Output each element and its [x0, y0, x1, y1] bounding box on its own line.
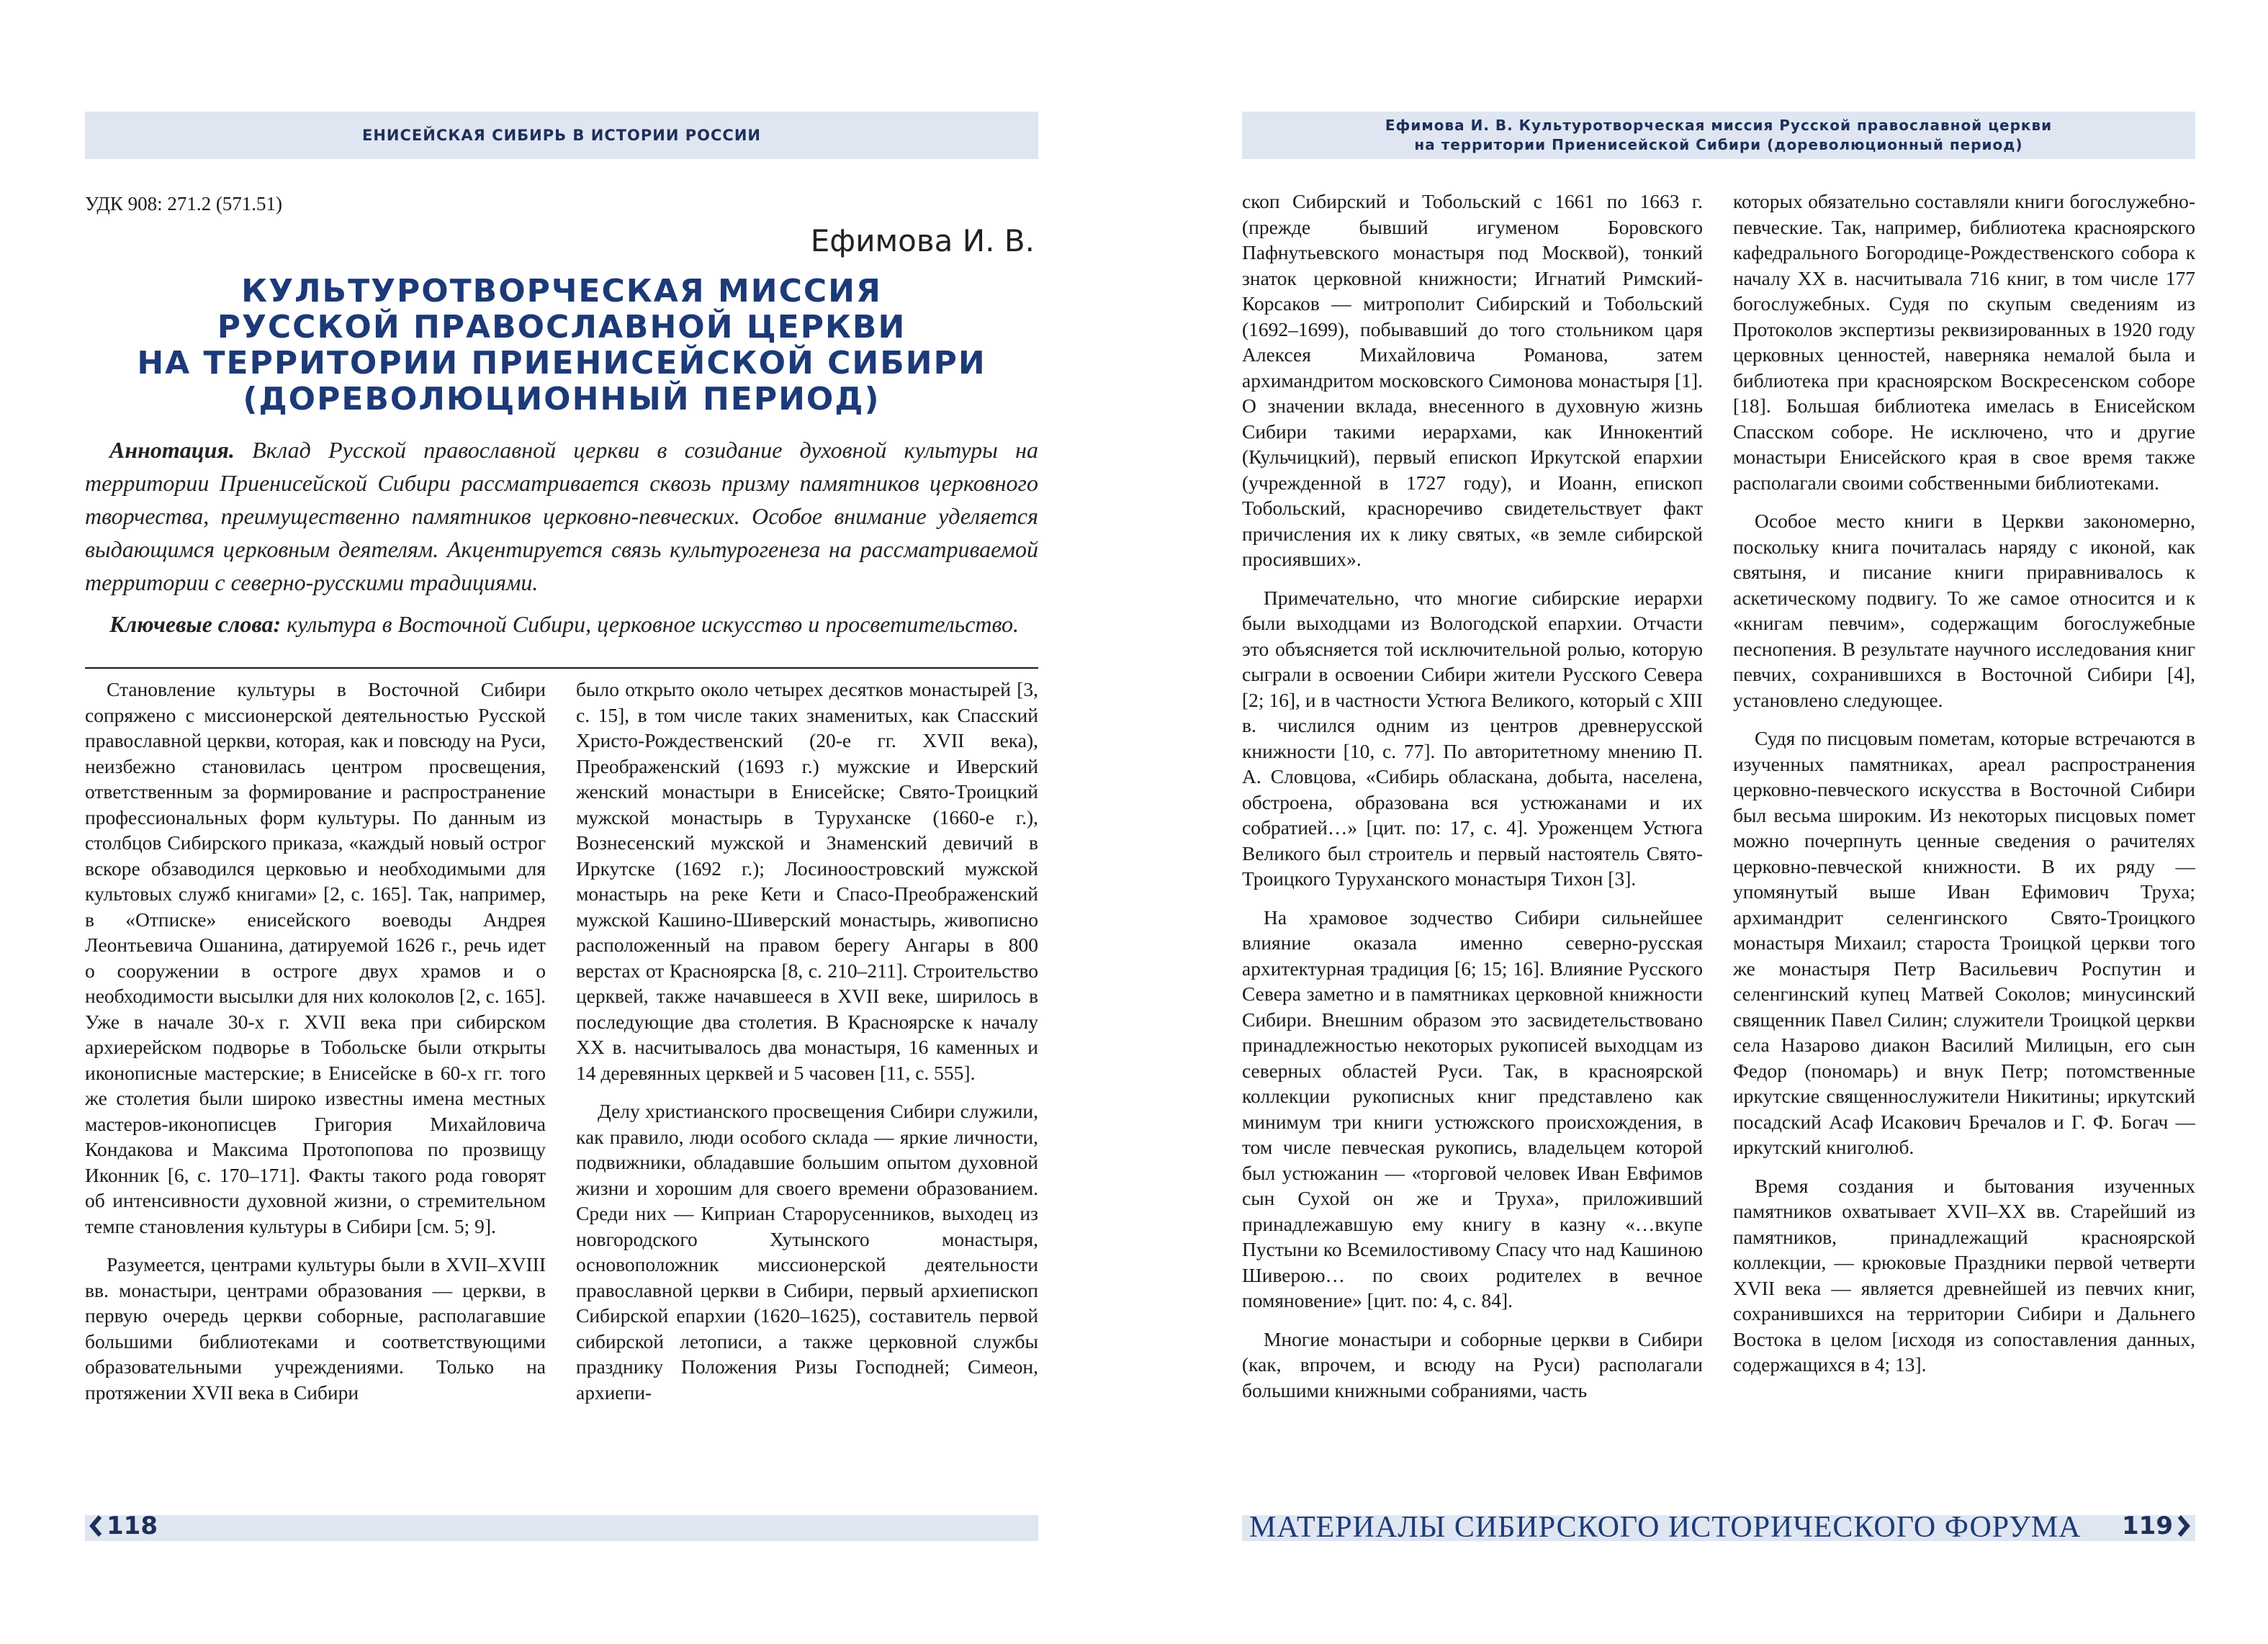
- page-number-text: 119: [2122, 1512, 2173, 1540]
- body-paragraph: Разумеется, центрами культуры были в XVII–XVIII вв. монастыри, центрами образования — церкви, в первую очередь церкви соборные, располагавшие большими библиотеками и соответствующими образовательными учреждениями. Только на протяжении XVII века в Сибири: [85, 1253, 546, 1404]
- text-column-right-1: [1242, 189, 1703, 1503]
- page-number-text: 118: [107, 1512, 158, 1540]
- body-paragraph: На храмовое зодчество Сибири сильнейшее влияние оказала именно северно-русская архитектурная традиция [6; 15; 16]. Влияние Русского Севера заметно и в памятниках церковной книжности Сибири. Внешним образом это засвидетельствовано принадлежностью некоторых рукописей выходцам из северных областей Руси. Так, в красноярской коллекции рукописных книг представлено как минимум три книги устюжского происхождения, в том числе певческая рукопись, владельцем которой был устюжанин — «торговой человек Иван Евфимов сын Сухой он же и Труха», приложивший принадлежавшую ему книгу в казну «…вкупе Пустыни ко Всемилостивому Спасу что над Кашиною Шиверою… по своих родителех в вечное помяновение» [цит. по: 4, с. 84].: [1242, 905, 1703, 1311]
- keywords-text: культура в Восточной Сибири, церковное искусство и просветительство.: [281, 611, 1019, 637]
- page-number-right[interactable]: [2122, 1512, 2190, 1540]
- title-line: РУССКОЙ ПРАВОСЛАВНОЙ ЦЕРКВИ: [217, 309, 906, 345]
- abstract-paragraph: [85, 433, 1038, 599]
- author-name: Ефимова И. В.: [810, 223, 1035, 258]
- title-line: КУЛЬТУРОТВОРЧЕСКАЯ МИССИЯ: [241, 273, 882, 310]
- chevron-left-icon: [89, 1515, 102, 1537]
- body-paragraph: Становление культуры в Восточной Сибири сопряжено с миссионерской деятельностью Русской православной церкви, которая, как и повсюду на Руси, неизбежно становилась центром просвещения, ответственным за формирование и распространение профессиональных форм культуры. По данным из столбцов Сибирского приказа, «каждый новый острог вскоре обзаводился церковью и необходимыми для культовых служб книгами» [2, с. 165]. Так, например, в «Отписке» енисейского воеводы Андрея Леонтьевича Ошанина, датируемой 1626 г., речь идет о сооружении в остроге двух храмов и о необходимости высылки для них колоколов [2, с. 165]. Уже в начале 30-х г. XVII века при сибирском архиерейском подворье в Тобольске были открыты иконописные мастерские; в Енисейске в 60-х гг. того же столетия были широко известны имена местных мастеров-иконописцев Григория Михайловича Кондакова и Максима Протопопова по прозвищу Иконник [6, с. 170–171]. Факты такого рода говорят об интенсивности духовной жизни, о стремительном темпе становления культуры в Сибири [см. 5; 9].: [85, 678, 546, 1237]
- body-paragraph: Многие монастыри и соборные церкви в Сибири (как, впрочем, и всюду на Руси) располагали большими книжными собраниями, часть: [1242, 1327, 1703, 1401]
- body-paragraph: Особое место книги в Церкви закономерно, поскольку книга почиталась наряду с иконой, как святыня, и писание книги приравнивалось к аскетическому подвигу. То же самое относится и к «книгам певчим», содержащим богослужебные песнопения. В результате научного исследования книг певчих, сохранившихся в Восточной Сибири [4], установлено следующее.: [1733, 510, 2195, 711]
- running-header-line: на территории Приенисейской Сибири (дореволюционный период): [1414, 136, 2023, 153]
- article-title: [85, 274, 1038, 417]
- body-paragraph: Делу христианского просвещения Сибири служили, как правило, люди особого склада — яркие личности, подвижники, обладавшие большим опытом духовной жизни и хорошим для своего времени образованием. Среди них — Киприан Старорусенников, выходец из новгородского Хутынского монастыря, основоположник миссионерской деятельности православной церкви в Сибири, первый архиепископ Сибирской епархии (1620–1625), составитель первой сибирской летописи, а также церковной службы празднику Положения Ризы Господней; Симеон, архиепи-: [576, 1100, 1038, 1404]
- body-paragraph: Примечательно, что многие сибирские иерархи были выходцами из Вологодской епархии. Отчасти это объясняется той исключительной ролью, которую сыграли в освоении Сибири жители Русского Севера [2; 16], и в частности Устюга Великого, который с XIII в. числился одним из центров древнерусской книжности [10, с. 77]. По авторитетному мнению П. А. Словцова, «Сибирь обласкана, добыта, населена, обстроена, образована вся устюжанами и их собратией…» [цит. по: 17, с. 4]. Уроженцем Устюга Великого был строитель и первый настоятель Свято-Троицкого Туруханского монастыря Тихон [3].: [1242, 586, 1703, 890]
- abstract-label: Аннотация.: [109, 437, 235, 463]
- right-page: [1134, 0, 2268, 1644]
- udk-code: УДК 908: 271.2 (571.51): [85, 193, 283, 214]
- title-line: (ДОРЕВОЛЮЦИОННЫЙ ПЕРИОД): [243, 381, 881, 417]
- chevron-right-icon: [2177, 1515, 2190, 1537]
- abstract: [85, 433, 1038, 641]
- running-header: [1242, 112, 2195, 159]
- page-number-left[interactable]: [89, 1512, 158, 1540]
- keywords-paragraph: [85, 608, 1038, 641]
- text-column-right-2: [1733, 189, 2195, 1503]
- footer-bar: [85, 1515, 1038, 1541]
- journal-title: МАТЕРИАЛЫ СИБИРСКОГО ИСТОРИЧЕСКОГО ФОРУМА: [1249, 1511, 2082, 1544]
- body-paragraph: скоп Сибирский и Тобольский с 1661 по 1663 г. (прежде бывший игуменом Боровского Пафнутьевского монастыря под Москвой), тонкий знаток церковной книжности; Игнатий Римский-Корсаков — митрополит Сибирский и Тобольский (1692–1699), побывавший до того стольником царя Алексея Михайловича Романова, затем архимандритом московского Симонова монастыря [1]. О значении вклада, внесенного в духовную жизнь Сибири такими иерархами, как Иннокентий (Кульчицкий), первый епископ Иркутской епархии (учрежденной в 1727 году), и Иоанн, епископ Тобольский, красноречиво свидетельствует факт причисления их к лику святых, «в земле сибирской просиявших».: [1242, 190, 1703, 570]
- body-paragraph: Судя по писцовым пометам, которые встречаются в изученных памятниках, ареал распространения церковно-певческого искусства в Восточной Сибири был весьма широким. Из некоторых писцовых помет можно почерпнуть ценные сведения о рачителях церковно-певческой книжности. В их ряду — упомянутый выше Иван Ефимович Труха; архимандрит селенгинского Свято-Троицкого монастыря Михаил; староста Троицкой церкви того же монастыря Петр Васильевич Роспутин и селенгинский купец Матвей Соколов; минусинский священник Павел Силин; служители Троицкой церкви села Назарово диакон Василий Милицын, его сын Федор (пономарь) и внук Петр; потомственные иркутские священнослужители Никитины; иркутский посадский Асаф Исакович Бречалов и Г. Ф. Богач — иркутский книголюб.: [1733, 727, 2195, 1158]
- body-paragraph: Время создания и бытования изученных памятников охватывает XVII–XX вв. Старейший из памятников, принадлежащий красноярской коллекции, — крюковые Праздники первой четверти XVII века — является древнейшей из певчих книг, сохранившихся на территории Сибири и Дальнего Востока в целом [исходя из сопоставления данных, содержащихся в 4; 13].: [1733, 1174, 2195, 1376]
- running-header-text: ЕНИСЕЙСКАЯ СИБИРЬ В ИСТОРИИ РОССИИ: [362, 127, 761, 144]
- text-column-left-1: [85, 677, 546, 1503]
- running-header-line: Ефимова И. В. Культуротворческая миссия Русской православной церкви: [1385, 117, 2053, 134]
- running-header: [85, 112, 1038, 159]
- section-divider: [85, 667, 1038, 669]
- abstract-text: Вклад Русской православной церкви в созидание духовной культуры на территории Приенисейской Сибири рассматривается сквозь призму памятников церковного творчества, преимущественно памятников церковно-певческих. Особое внимание уделяется выдающимся церковным деятелям. Акцентируется связь культурогенеза на рассматриваемой территории с северно-русскими традициями.: [85, 437, 1038, 595]
- body-paragraph: было открыто около четырех десятков монастырей [3, с. 15], в том числе таких знаменитых, как Спасский Христо-Рождественский (20-е гг. XVII века), Преображенский (1693 г.) мужские и Иверский женский монастыри в Енисейске; Свято-Троицкий мужской монастырь в Туруханске (1660-е г.), Вознесенский мужской и Знаменский девичий в Иркутске (1692 г.); Лосиноостровский мужской монастырь на реке Кети и Спасо-Преображенский мужской Кашино-Шиверский монастырь, живописно расположенный на правом берегу Ангары в 800 верстах от Красноярска [8, с. 210–211]. Строительство церквей, также начавшееся в XVII веке, ширилось в последующие два столетия. В Красноярске к началу XX в. насчитывалось два монастыря, 16 каменных и 14 деревянных церквей и 5 часовен [11, с. 555].: [576, 678, 1038, 1084]
- text-column-left-2: [576, 677, 1038, 1503]
- keywords-label: Ключевые слова:: [109, 611, 282, 637]
- title-line: НА ТЕРРИТОРИИ ПРИЕНИСЕЙСКОЙ СИБИРИ: [137, 345, 986, 381]
- body-paragraph: которых обязательно составляли книги богослужебно-певческие. Так, например, библиотека красноярского кафедрального Богородице-Рождественского собора к началу XX в. насчитывала 716 книг, в том числе 177 богослужебных. Судя по скупым сведениям из Протоколов экспертизы реквизированных в 1920 году церковных ценностей, наверняка немалой была и библиотека при красноярском Воскресенском соборе [18]. Большая библиотека имелась в Енисейском Спасском соборе. Не исключено, что и другие монастыри Енисейского края в свое время также располагали своими собственными библиотеками.: [1733, 190, 2195, 494]
